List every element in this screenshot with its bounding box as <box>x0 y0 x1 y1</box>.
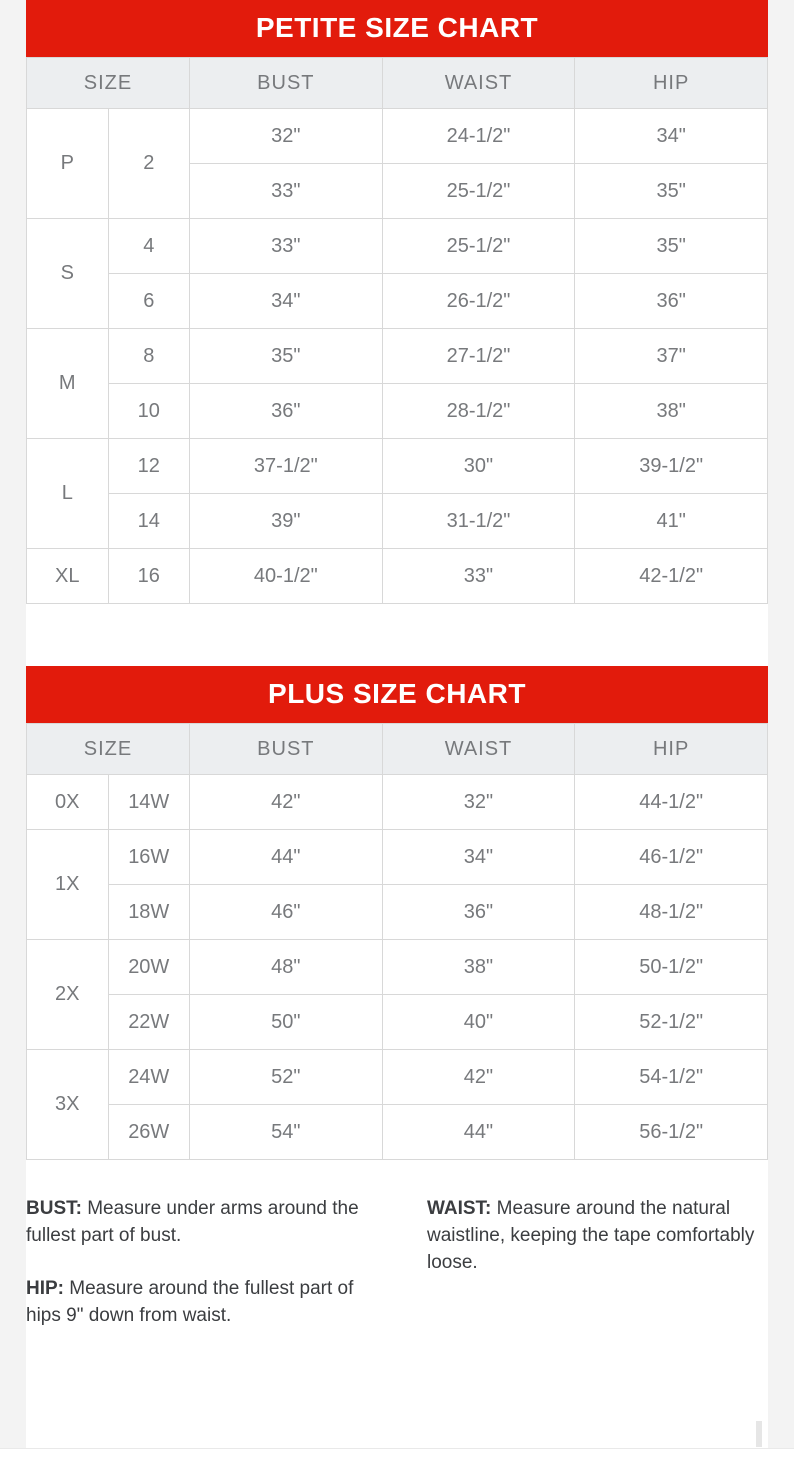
plus-header-bust: BUST <box>190 724 383 775</box>
plus-hip-cell: 48-1/2" <box>575 885 768 940</box>
table-row <box>27 775 768 830</box>
petite-chart-title: PETITE SIZE CHART <box>26 0 768 57</box>
table-row <box>27 940 768 995</box>
plus-chart-title: PLUS SIZE CHART <box>26 666 768 723</box>
petite-size-table <box>26 57 768 604</box>
plus-size-cell: 22W <box>108 995 190 1050</box>
petite-hip-cell: 37" <box>575 329 768 384</box>
table-row <box>27 885 768 940</box>
petite-bust-cell: 40-1/2" <box>190 549 383 604</box>
plus-group-cell: 3X <box>27 1050 109 1160</box>
plus-size-cell: 26W <box>108 1105 190 1160</box>
petite-bust-cell: 35" <box>190 329 383 384</box>
plus-waist-cell: 34" <box>382 830 575 885</box>
petite-table-body <box>27 109 768 604</box>
petite-group-cell: M <box>27 329 109 439</box>
section-gap <box>0 604 794 666</box>
plus-hip-cell: 56-1/2" <box>575 1105 768 1160</box>
petite-hip-cell: 38" <box>575 384 768 439</box>
table-row <box>27 1050 768 1105</box>
plus-group-cell: 0X <box>27 775 109 830</box>
petite-size-cell: 2 <box>108 109 190 219</box>
plus-group-cell: 2X <box>27 940 109 1050</box>
plus-bust-cell: 46" <box>190 885 383 940</box>
note-hip <box>26 1276 367 1330</box>
plus-bust-cell: 48" <box>190 940 383 995</box>
petite-bust-cell: 33" <box>190 164 383 219</box>
plus-waist-cell: 44" <box>382 1105 575 1160</box>
petite-group-cell: XL <box>27 549 109 604</box>
plus-hip-cell: 44-1/2" <box>575 775 768 830</box>
petite-waist-cell: 30" <box>382 439 575 494</box>
petite-bust-cell: 32" <box>190 109 383 164</box>
petite-size-cell: 12 <box>108 439 190 494</box>
petite-group-cell: L <box>27 439 109 549</box>
plus-size-cell: 24W <box>108 1050 190 1105</box>
note-waist-text: Measure around the natural waistline, keeping the tape comfortably loose. <box>427 1198 755 1273</box>
page-edge-right <box>768 0 794 1463</box>
plus-waist-cell: 32" <box>382 775 575 830</box>
note-bust-label: BUST: <box>26 1198 82 1219</box>
petite-hip-cell: 36" <box>575 274 768 329</box>
petite-waist-cell: 31-1/2" <box>382 494 575 549</box>
petite-bust-cell: 37-1/2" <box>190 439 383 494</box>
petite-hip-cell: 41" <box>575 494 768 549</box>
petite-waist-cell: 27-1/2" <box>382 329 575 384</box>
plus-size-cell: 14W <box>108 775 190 830</box>
petite-bust-cell: 36" <box>190 384 383 439</box>
petite-size-chart-block <box>26 0 768 604</box>
table-row <box>27 1105 768 1160</box>
petite-group-cell: P <box>27 109 109 219</box>
petite-size-cell: 10 <box>108 384 190 439</box>
table-row <box>27 384 768 439</box>
petite-hip-cell: 35" <box>575 219 768 274</box>
plus-header-waist: WAIST <box>382 724 575 775</box>
petite-waist-cell: 24-1/2" <box>382 109 575 164</box>
table-row <box>27 549 768 604</box>
petite-bust-cell: 33" <box>190 219 383 274</box>
petite-size-cell: 16 <box>108 549 190 604</box>
table-row <box>27 830 768 885</box>
petite-waist-cell: 25-1/2" <box>382 219 575 274</box>
plus-header-size: SIZE <box>27 724 190 775</box>
petite-waist-cell: 26-1/2" <box>382 274 575 329</box>
plus-size-cell: 16W <box>108 830 190 885</box>
petite-table-header-row <box>27 58 768 109</box>
table-row <box>27 219 768 274</box>
petite-hip-cell: 42-1/2" <box>575 549 768 604</box>
plus-waist-cell: 42" <box>382 1050 575 1105</box>
plus-size-table <box>26 723 768 1160</box>
petite-size-cell: 8 <box>108 329 190 384</box>
note-bust <box>26 1196 367 1250</box>
page-edge-left <box>0 0 26 1463</box>
note-waist <box>427 1196 768 1277</box>
petite-bust-cell: 34" <box>190 274 383 329</box>
petite-hip-cell: 39-1/2" <box>575 439 768 494</box>
plus-waist-cell: 38" <box>382 940 575 995</box>
petite-size-cell: 4 <box>108 219 190 274</box>
table-row <box>27 494 768 549</box>
plus-hip-cell: 46-1/2" <box>575 830 768 885</box>
note-waist-label: WAIST: <box>427 1198 492 1219</box>
note-hip-label: HIP: <box>26 1277 64 1299</box>
petite-size-cell: 6 <box>108 274 190 329</box>
petite-bust-cell: 39" <box>190 494 383 549</box>
measuring-notes <box>26 1196 768 1356</box>
plus-table-body <box>27 775 768 1160</box>
note-bust-text: Measure under arms around the fullest part of bust. <box>26 1198 359 1246</box>
plus-waist-cell: 36" <box>382 885 575 940</box>
petite-waist-cell: 33" <box>382 549 575 604</box>
plus-group-cell: 1X <box>27 830 109 940</box>
plus-size-chart-block <box>26 666 768 1160</box>
notes-column-right <box>427 1196 768 1356</box>
table-row <box>27 109 768 164</box>
plus-header-hip: HIP <box>575 724 768 775</box>
plus-size-cell: 20W <box>108 940 190 995</box>
table-row <box>27 274 768 329</box>
petite-waist-cell: 28-1/2" <box>382 384 575 439</box>
page-corner-mark <box>756 1421 762 1447</box>
page-bottom-strip <box>0 1448 794 1463</box>
plus-hip-cell: 52-1/2" <box>575 995 768 1050</box>
note-hip-text: Measure around the fullest part of hips 9" down from waist. <box>26 1277 354 1326</box>
petite-waist-cell: 25-1/2" <box>382 164 575 219</box>
plus-bust-cell: 44" <box>190 830 383 885</box>
plus-waist-cell: 40" <box>382 995 575 1050</box>
plus-size-cell: 18W <box>108 885 190 940</box>
petite-header-bust: BUST <box>190 58 383 109</box>
plus-hip-cell: 50-1/2" <box>575 940 768 995</box>
plus-bust-cell: 54" <box>190 1105 383 1160</box>
petite-header-size: SIZE <box>27 58 190 109</box>
petite-hip-cell: 35" <box>575 164 768 219</box>
petite-hip-cell: 34" <box>575 109 768 164</box>
plus-bust-cell: 42" <box>190 775 383 830</box>
petite-group-cell: S <box>27 219 109 329</box>
plus-bust-cell: 52" <box>190 1050 383 1105</box>
petite-header-hip: HIP <box>575 58 768 109</box>
petite-size-cell: 14 <box>108 494 190 549</box>
petite-header-waist: WAIST <box>382 58 575 109</box>
table-row <box>27 329 768 384</box>
table-row <box>27 995 768 1050</box>
notes-column-left <box>26 1196 367 1356</box>
plus-table-header-row <box>27 724 768 775</box>
plus-hip-cell: 54-1/2" <box>575 1050 768 1105</box>
plus-bust-cell: 50" <box>190 995 383 1050</box>
table-row <box>27 439 768 494</box>
